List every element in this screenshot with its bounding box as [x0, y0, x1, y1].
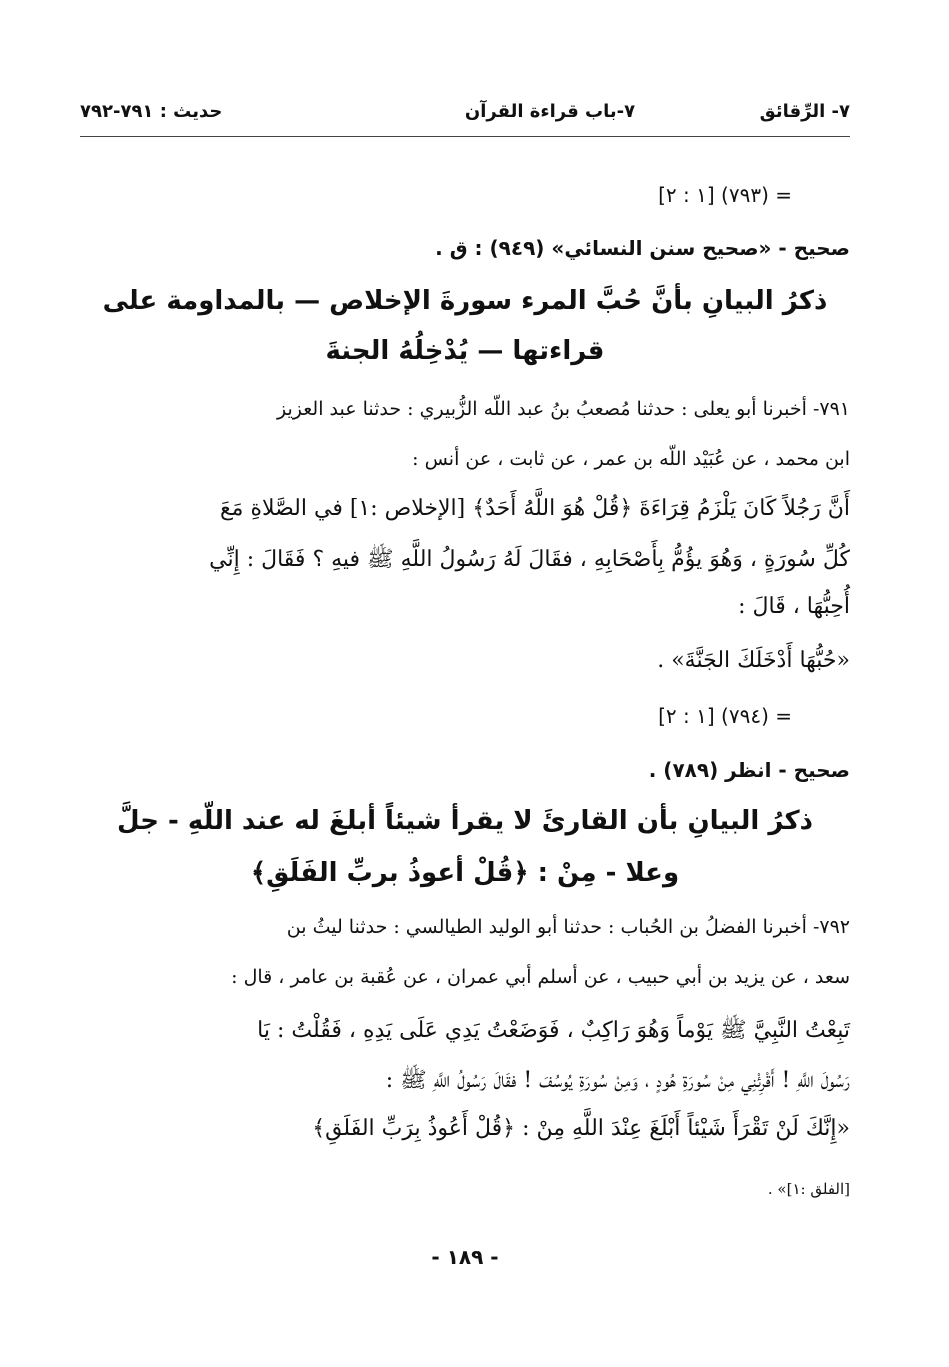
hadith-791-text-line-2: كُلِّ سُورَةٍ ، وَهُوَ يؤُمُّ بِأَصْحَابِهِ ، فقَالَ لَهُ رَسُولُ اللَّهِ ﷺ فيهِ ؟ فَقَالَ : إِنِّي: [209, 547, 850, 572]
chapter-heading-1-line-1: ذكرُ البيانِ بأنَّ حُبَّ المرء سورةَ الإخلاص — بالمداومة على: [102, 286, 828, 316]
hadith-791-text-line-4: «حُبُّهَا أَدْخَلَكَ الجَنَّةَ» .: [657, 648, 850, 673]
hadith-791-text-line-1: أَنَّ رَجُلاً كَانَ يَلْزَمُ قِرَاءَةَ ﴿قُلْ هُوَ اللَّهُ أَحَدٌ﴾ [الإخلاص :١] في الصَّلاةِ مَعَ: [219, 496, 850, 521]
hadith-792-text-line-2: رَسُولَ اللَّهِ ! أَقْرِئْنِي مِنْ سُورَةِ هُودٍ ، وَمِنْ سُورَةِ يُوسُفَ ! فقَالَ رَسُولُ اللَّهِ ﷺ :: [385, 1068, 850, 1093]
chapter-heading-2-line-1: ذكرُ البيانِ بأن القارئَ لا يقرأ شيئاً أبلغَ له عند اللّهِ - جلَّ: [116, 806, 814, 836]
chapter-heading-1-line-2: قراءتها — يُدْخِلُهُ الجنةَ: [325, 336, 605, 366]
chapter-heading-2-line-2: وعلا - مِنْ : ﴿قُلْ أعوذُ بربِّ الفَلَقِ﴾: [250, 858, 680, 888]
header-divider: [80, 136, 850, 137]
hadith-792-chain-line-2: سعد ، عن يزيد بن أبي حبيب ، عن أسلم أبي عمران ، عن عُقبة بن عامر ، قال :: [231, 966, 850, 988]
grading-793: صحيح - «صحيح سنن النسائي» (٩٤٩) : ق .: [435, 236, 850, 260]
document-page: [80, 0, 850, 1367]
hadith-791-chain-line-2: ابن محمد ، عن عُبَيْد اللّه بن عمر ، عن ثابت ، عن أنس :: [412, 448, 850, 470]
reference-794: = (٧٩٤) [١ : ٢]: [658, 704, 792, 728]
hadith-792-chain-line-1: ٧٩٢- أخبرنا الفضلُ بن الحُباب : حدثنا أبو الوليد الطيالسي : حدثنا ليثُ بن: [286, 916, 850, 938]
hadith-792-text-line-1: تَبِعْتُ النَّبِيَّ ﷺ يَوْماً وَهُوَ رَاكِبٌ ، فَوَضَعْتُ يَدِي عَلَى يَدِهِ ، فَقُلْتُ : يَا: [257, 1018, 850, 1043]
header-hadith-range: حديث : ٧٩١-٧٩٢: [80, 100, 223, 122]
hadith-792-text-line-4: [الفلق :١]» .: [767, 1180, 850, 1198]
running-header: [80, 96, 850, 126]
header-book-title: ٧- الرِّقائق: [759, 100, 850, 122]
hadith-791-text-line-3: أُحِبُّهَا ، قَالَ :: [738, 594, 850, 619]
reference-793: = (٧٩٣) [١ : ٢]: [658, 183, 792, 207]
hadith-792-text-line-3: «إِنَّكَ لَنْ تَقْرَأَ شَيْئاً أَبْلَغَ عِنْدَ اللَّهِ مِنْ : ﴿قُلْ أَعُوذُ بِرَبِّ الفَلَقِ﴾: [312, 1116, 850, 1141]
hadith-791-chain-line-1: ٧٩١- أخبرنا أبو يعلى : حدثنا مُصعبُ بنُ عبد اللّه الزُّبيري : حدثنا عبد العزيز: [276, 398, 850, 420]
grading-794: صحيح - انظر (٧٨٩) .: [648, 758, 850, 782]
header-chapter-title: ٧-باب قراءة القرآن: [464, 100, 636, 122]
page-number: - ١٨٩ -: [431, 1245, 499, 1269]
